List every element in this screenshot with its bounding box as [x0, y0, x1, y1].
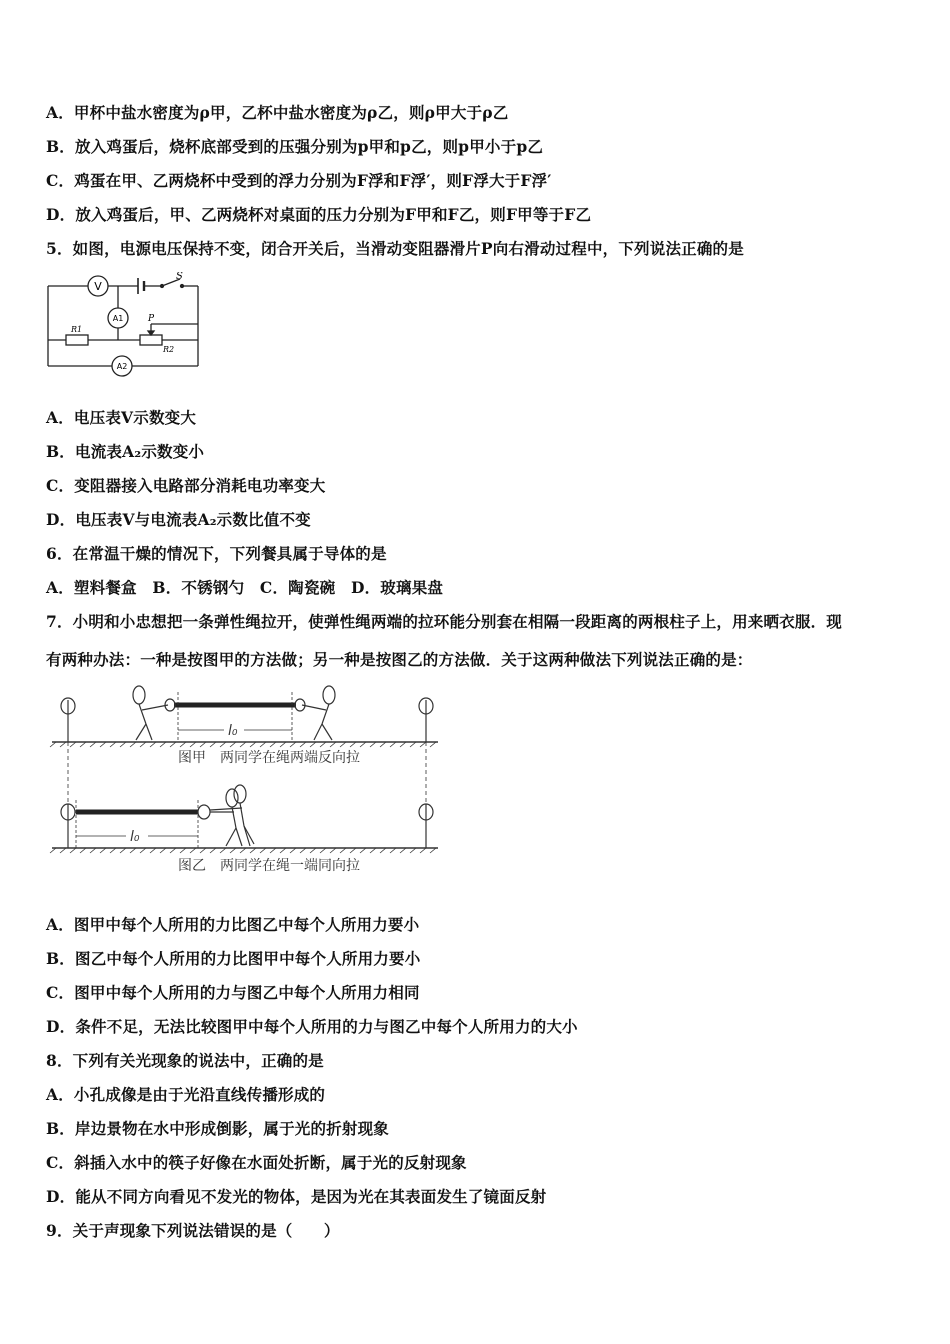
q7-option-b: B．图乙中每个人所用的力比图甲中每个人所用力要小	[46, 949, 421, 968]
q9-stem: 9．关于声现象下列说法错误的是（ ）	[46, 1221, 340, 1240]
q5-option-b: B．电流表A₂示数变小	[46, 442, 205, 461]
q5-circuit-diagram	[44, 272, 204, 378]
r1-label: R1	[71, 325, 83, 334]
q8-option-c: C．斜插入水中的筷子好像在水面处折断，属于光的反射现象	[46, 1153, 467, 1172]
q7-stem-line1: 7．小明和小忠想把一条弹性绳拉开，使弹性绳两端的拉环能分别套在相隔一段距离的两根柱子上，用来晒衣服．现	[46, 612, 842, 631]
slider-p-label: P	[148, 314, 155, 324]
q7-option-d: D．条件不足，无法比较图甲中每个人所用的力与图乙中每个人所用力的大小	[46, 1017, 578, 1036]
q7-rope-diagram	[46, 680, 446, 880]
q8-option-d: D．能从不同方向看见不发光的物体，是因为光在其表面发生了镜面反射	[46, 1187, 547, 1206]
q7-stem-line2: 有两种办法：一种是按图甲的方法做；另一种是按图乙的方法做．关于这两种做法下列说法正确的是：	[46, 650, 753, 669]
q4-option-c: C．鸡蛋在甲、乙两烧杯中受到的浮力分别为F浮和F浮′，则F浮大于F浮′	[46, 171, 552, 190]
q7-fig-jia-caption: 图甲 两同学在绳两端反向拉	[178, 750, 360, 766]
q7-option-c: C．图甲中每个人所用的力与图乙中每个人所用力相同	[46, 983, 420, 1002]
q5-option-c: C．变阻器接入电路部分消耗电功率变大	[46, 476, 326, 495]
q7-jia-length-label: l₀	[228, 723, 238, 739]
q4-option-a: A．甲杯中盐水密度为ρ甲，乙杯中盐水密度为ρ乙，则ρ甲大于ρ乙	[46, 103, 509, 122]
q4-option-b: B．放入鸡蛋后，烧杯底部受到的压强分别为p甲和p乙，则p甲小于p乙	[46, 137, 544, 156]
switch-label: S	[176, 272, 183, 282]
r2-label: R2	[163, 345, 175, 354]
q7-fig-yi-caption: 图乙 两同学在绳一端同向拉	[178, 858, 360, 874]
q6-options: A．塑料餐盒 B．不锈钢勺 C．陶瓷碗 D．玻璃果盘	[46, 578, 444, 597]
q7-option-a: A．图甲中每个人所用的力比图乙中每个人所用力要小	[46, 915, 420, 934]
q7-yi-length-label: l₀	[130, 829, 140, 845]
q8-option-b: B．岸边景物在水中形成倒影，属于光的折射现象	[46, 1119, 390, 1138]
q5-option-a: A．电压表V示数变大	[46, 408, 197, 427]
ammeter-a2-label: A2	[116, 362, 128, 371]
ammeter-a1-label: A1	[112, 314, 124, 323]
voltmeter-label: V	[94, 280, 102, 293]
q8-stem: 8．下列有关光现象的说法中，正确的是	[46, 1051, 324, 1070]
q6-stem: 6．在常温干燥的情况下，下列餐具属于导体的是	[46, 544, 387, 563]
q5-stem: 5．如图，电源电压保持不变，闭合开关后，当滑动变阻器滑片P向右滑动过程中，下列说法正确的是	[46, 239, 744, 258]
q5-option-d: D．电压表V与电流表A₂示数比值不变	[46, 510, 311, 529]
q8-option-a: A．小孔成像是由于光沿直线传播形成的	[46, 1085, 326, 1104]
q4-option-d: D．放入鸡蛋后，甲、乙两烧杯对桌面的压力分别为F甲和F乙，则F甲等于F乙	[46, 205, 592, 224]
